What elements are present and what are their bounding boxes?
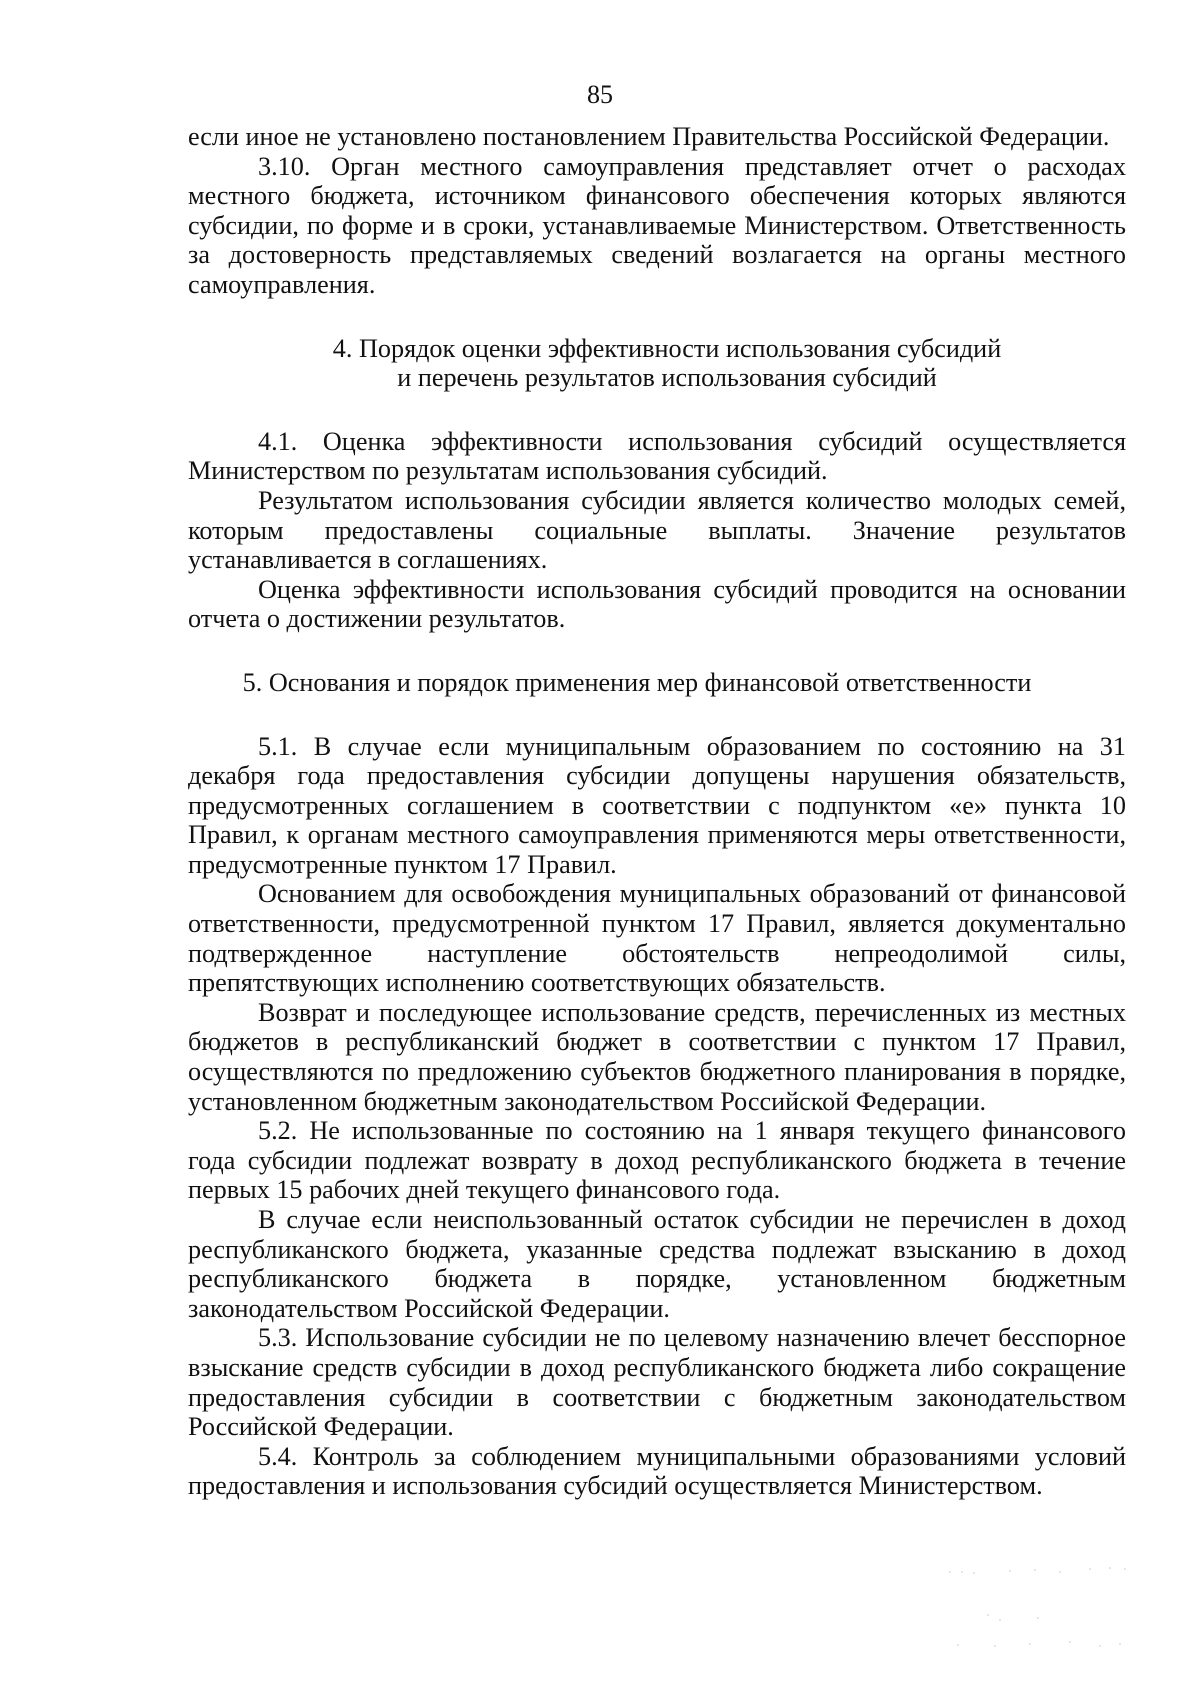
scan-noise-marks [940, 1560, 1140, 1660]
paragraph-return: Возврат и последующее использование средств, перечисленных из местных бюджетов в республиканский бюджет в соответствии с пунктом 17 Правил, осуществляются по предложению субъектов бюджетного планирования в порядке, установленном бюджетным законодательством Российской Федерации. [188, 997, 1126, 1116]
paragraph-exemption: Основанием для освобождения муниципальных образований от финансовой ответственности, предусмотренной пунктом 17 Правил, является документально подтвержденное наступление обстоятельств непреодолимой силы, препятствующих исполнению соответствующих обязательств. [188, 879, 1126, 998]
page-number: 85 [587, 80, 613, 109]
paragraph-4-1: 4.1. Оценка эффективности использования субсидий осуществляется Министерством по результатам использования субсидий. [188, 426, 1126, 486]
section-4-heading-line-2: и перечень результатов использования субсидий [397, 363, 937, 393]
section-5-heading-text: 5. Основания и порядок применения мер финансовой ответственности [242, 667, 1032, 697]
paragraph-5-3: 5.3. Использование субсидии не по целевому назначению влечет бесспорное взыскание средств субсидии в доход республиканского бюджета либо сокращение предоставления субсидии в соответствии с бюджетным законодательством Российской Федерации. [188, 1323, 1126, 1442]
section-5-body [188, 732, 1126, 1501]
paragraph-3-10: 3.10. Орган местного самоуправления представляет отчет о расходах местного бюджета, источником финансового обеспечения которых являются субсидии, по форме и в сроки, устанавливаемые Министерством. Ответственность за достоверность представляемых сведений возлагается на органы местного самоуправления. [188, 151, 1126, 299]
document-body [188, 122, 1126, 1501]
paragraph-5-2: 5.2. Не использованные по состоянию на 1 января текущего финансового года субсидии подлежат возврату в доход республиканского бюджета в течение первых 15 рабочих дней текущего финансового года. [188, 1116, 1126, 1205]
section-4-heading-line-1: 4. Порядок оценки эффективности использования субсидий [332, 333, 1002, 363]
paragraph-evaluation: Оценка эффективности использования субсидий проводится на основании отчета о достижении результатов. [188, 574, 1126, 634]
section-4-heading [188, 334, 1126, 393]
paragraph-5-4: 5.4. Контроль за соблюдением муниципальными образованиями условий предоставления и использования субсидий осуществляется Министерством. [188, 1441, 1126, 1501]
paragraph-unused: В случае если неиспользованный остаток субсидии не перечислен в доход республиканского бюджета, указанные средства подлежат взысканию в доход республиканского бюджета в порядке, установленном бюджетным законодательством Российской Федерации. [188, 1205, 1126, 1323]
paragraph-5-1: 5.1. В случае если муниципальным образованием по состоянию на 31 декабря года предоставления субсидии допущены нарушения обязательств, предусмотренных соглашением в соответствии с подпунктом «е» пункта 10 Правил, к органам местного самоуправления применяются меры ответственности, предусмотренные пунктом 17 Правил. [188, 731, 1126, 879]
section-5-heading [188, 668, 1126, 698]
intro-line: если иное не установлено постановлением Правительства Российской Федерации. [188, 122, 1110, 151]
paragraph-result: Результатом использования субсидии является количество молодых семей, которым предоставлены социальные выплаты. Значение результатов устанавливается в соглашениях. [188, 485, 1126, 575]
section-4-body [188, 427, 1126, 634]
